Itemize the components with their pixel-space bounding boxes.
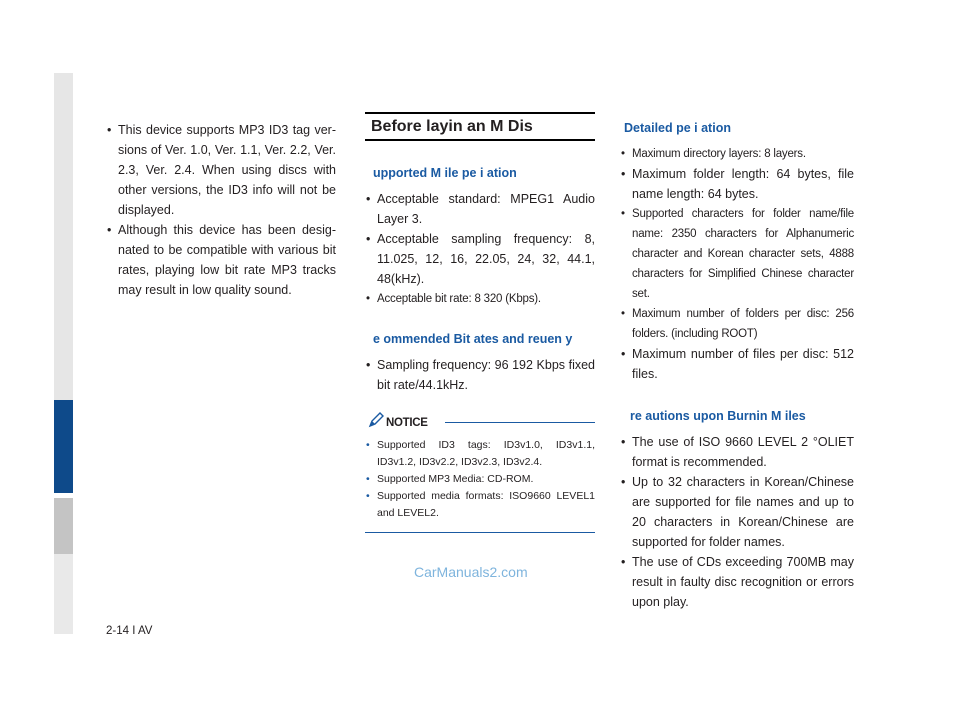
sidebar-chapter-marker (54, 400, 73, 493)
supported-spec-list (365, 189, 595, 309)
list-item: • Maximum directory layers: 8 layers. (620, 144, 854, 164)
column-3 (620, 118, 854, 612)
notice-bottom-rule (365, 532, 595, 533)
supported-spec-heading: upported M ile pe i ation (373, 166, 517, 180)
notice-list (365, 437, 595, 522)
list-item: • Although this device has been desig-nated to be compatible with various bit rates, playing low bit rate MP3 tracks may result in low quality sound. (106, 220, 336, 300)
column-2 (365, 112, 595, 533)
list-item: • Maximum number of files per disc: 512 files. (620, 344, 854, 384)
sidebar-strip-gray (54, 498, 73, 554)
detailed-spec-list (620, 144, 854, 384)
list-item: • Supported media formats: ISO9660 LEVEL1 and LEVEL2. (365, 488, 595, 522)
list-item: • This device supports MP3 ID3 tag ver-sions of Ver. 1.0, Ver. 1.1, Ver. 2.2, Ver. 2.3, Ver. 2.4. When using discs with other versions, the ID3 info will not be displayed. (106, 120, 336, 220)
column-1 (106, 120, 336, 300)
list-item: • Supported characters for folder name/file name: 2350 characters for Alphanumeric character and Korean character sets, 4888 characters for Simplified Chinese character set. (620, 204, 854, 304)
notice-header (365, 413, 595, 431)
watermark: CarManuals2.com (414, 564, 528, 580)
list-item: • Maximum folder length: 64 bytes, file name length: 64 bytes. (620, 164, 854, 204)
precautions-list (620, 432, 854, 612)
section-title: Before layin an M Dis (365, 112, 595, 141)
id3-notes-list (106, 120, 336, 300)
list-item: • Supported MP3 Media: CD-ROM. (365, 471, 595, 488)
list-item: • Supported ID3 tags: ID3v1.0, ID3v1.1, ID3v1.2, ID3v2.2, ID3v2.3, ID3v2.4. (365, 437, 595, 471)
list-item: • Acceptable bit rate: 8 320 (Kbps). (365, 289, 595, 309)
detailed-spec-heading: Detailed pe i ation (624, 121, 731, 135)
list-item: • Sampling frequency: 96 192 Kbps fixed bit rate/44.1kHz. (365, 355, 595, 395)
notice-rule (445, 422, 595, 423)
recommended-rates-list (365, 355, 595, 395)
list-item: • The use of CDs exceeding 700MB may result in faulty disc recognition or errors upon play. (620, 552, 854, 612)
list-item: • Acceptable sampling frequency: 8, 11.025, 12, 16, 22.05, 24, 32, 44.1, 48(kHz). (365, 229, 595, 289)
list-item: • Maximum number of folders per disc: 256 folders. (including ROOT) (620, 304, 854, 344)
sidebar-strip-bottom (54, 554, 73, 634)
list-item: • Up to 32 characters in Korean/Chinese are supported for file names and up to 20 characters in Korean/Chinese are supported for folder names. (620, 472, 854, 552)
sidebar-strip-top (54, 73, 73, 400)
recommended-rates-heading: e ommended Bit ates and reuen y (373, 332, 573, 346)
list-item: • The use of ISO 9660 LEVEL 2 °OLIET format is recommended. (620, 432, 854, 472)
page-number: 2-14 I AV (106, 625, 153, 637)
list-item: • Acceptable standard: MPEG1 Audio Layer 3. (365, 189, 595, 229)
precautions-heading: re autions upon Burnin M iles (630, 409, 806, 423)
notice-box (365, 413, 595, 533)
pencil-icon (367, 411, 385, 435)
notice-label: NOTICE (386, 417, 428, 429)
